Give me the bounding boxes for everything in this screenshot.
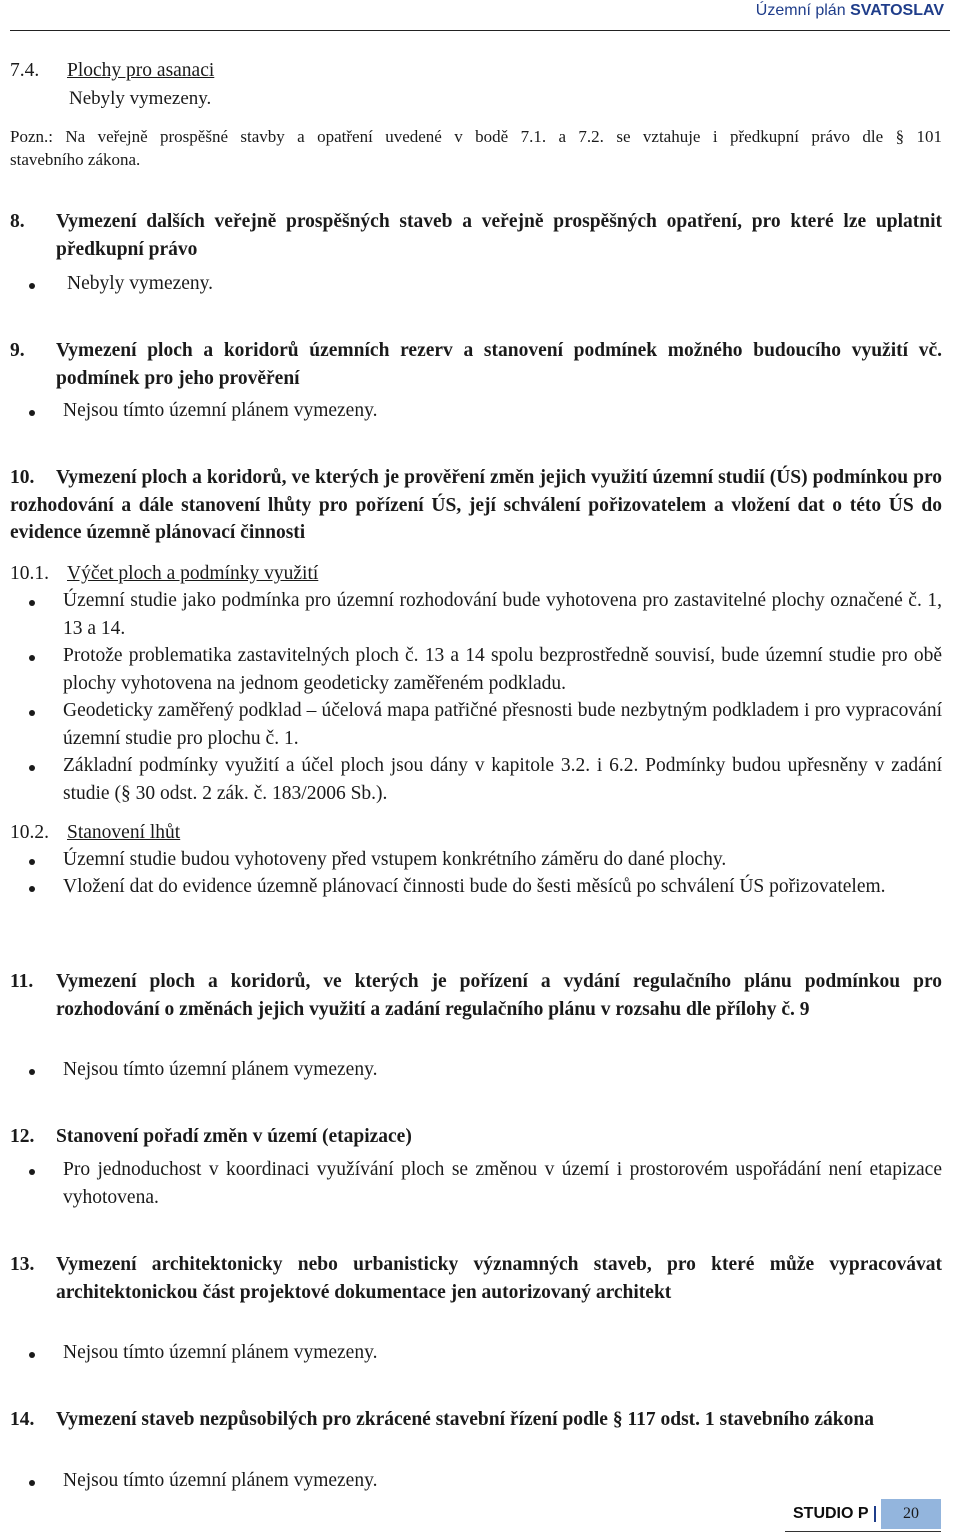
bullet-icon [29, 710, 35, 716]
note-line-1: Pozn.: Na veřejně prospěšné stavby a opatření uvedené v bodě 7.1. a 7.2. se vztahuje i předkupní právo dle § 101 [10, 127, 942, 146]
section-7-4-title: Plochy pro asanaci [67, 60, 215, 81]
section-10-1-item-4: Základní podmínky využití a účel ploch jsou dány v kapitole 3.2. i 6.2. Podmínky budou upřesněny v zadání studie (§ 30 odst. 2 zák. č. 183/2006 Sb.). [63, 755, 942, 804]
section-10-2-title: Stanovení lhůt [67, 822, 181, 843]
section-14-item: Nejsou tímto územní plánem vymezeny. [63, 1470, 378, 1491]
bullet-icon [29, 1352, 35, 1358]
footer-studio-label: STUDIO P [793, 1505, 869, 1522]
footer-divider [785, 1531, 941, 1532]
section-10-2-item-2: Vložení dat do evidence územně plánovací činnosti bude do šesti měsíců po schválení ÚS pořizovatelem. [63, 876, 886, 897]
section-13-title: Vymezení architektonicky nebo urbanisticky významných staveb, pro které může vypracovávat architektonickou část projektové dokumentace jen autorizovaný architekt [56, 1254, 942, 1303]
section-12-item: Pro jednoduchost v koordinaci využívání ploch se změnou v území i prostorovém uspořádání není etapizace vyhotovena. [63, 1159, 942, 1208]
section-10-1-number: 10.1. [10, 563, 49, 584]
section-10-1-item-2: Protože problematika zastavitelných ploch č. 13 a 14 spolu bezprostředně souvisí, bude územní studie pro obě plochy vyhotovena na jednom geodeticky zaměřeném podkladu. [63, 645, 942, 694]
section-8-number: 8. [10, 211, 25, 232]
bullet-icon [29, 655, 35, 661]
section-10-2-number: 10.2. [10, 822, 49, 843]
section-10-number: 10. [10, 467, 35, 488]
section-11-item: Nejsou tímto územní plánem vymezeny. [63, 1059, 378, 1080]
bullet-icon [29, 859, 35, 865]
section-12-number: 12. [10, 1126, 35, 1147]
section-14-title: Vymezení staveb nezpůsobilých pro zkrácené stavební řízení podle § 117 odst. 1 stavebního zákona [56, 1409, 874, 1430]
section-13-item: Nejsou tímto územní plánem vymezeny. [63, 1342, 378, 1363]
section-10-2-item-1: Územní studie budou vyhotoveny před vstupem konkrétního záměru do dané plochy. [63, 849, 727, 870]
note-line-2: stavebního zákona. [10, 150, 141, 169]
section-11-title: Vymezení ploch a koridorů, ve kterých je pořízení a vydání regulačního plánu podmínkou pro rozhodování o změnách jejich využití a zadání regulačního plánu v rozsahu dle přílohy č. 9 [56, 971, 942, 1020]
section-8-item: Nebyly vymezeny. [67, 273, 214, 294]
header-doc-title: Územní plán [755, 2, 846, 19]
section-11-number: 11. [10, 971, 34, 992]
page-header [756, 2, 944, 20]
section-8-title: Vymezení dalších veřejně prospěšných staveb a veřejně prospěšných opatření, pro které lze uplatnit předkupní právo [56, 211, 942, 260]
section-9-title: Vymezení ploch a koridorů územních rezerv a stanovení podmínek možného budoucího využití vč. podmínek pro jeho prověření [56, 340, 942, 389]
footer-separator [874, 1506, 876, 1522]
bullet-icon [29, 765, 35, 771]
bullet-icon [29, 410, 35, 416]
section-13-number: 13. [10, 1254, 35, 1275]
section-9-item: Nejsou tímto územní plánem vymezeny. [63, 400, 378, 421]
section-10-1-item-3: Geodeticky zaměřený podklad – účelová mapa patřičné přesnosti bude nezbytným podkladem i pro vypracování územní studie pro plochu č. 1. [63, 700, 942, 749]
section-14-number: 14. [10, 1409, 35, 1430]
bullet-icon [29, 886, 35, 892]
section-9-number: 9. [10, 340, 25, 361]
section-7-4-number: 7.4. [10, 60, 40, 81]
section-7-4-text: Nebyly vymezeny. [69, 88, 212, 109]
bullet-icon [29, 1480, 35, 1486]
section-12-title: Stanovení pořadí změn v území (etapizace) [56, 1126, 412, 1147]
bullet-icon [29, 1169, 35, 1175]
header-divider [10, 30, 950, 31]
section-10-1-title: Výčet ploch a podmínky využití [67, 563, 319, 584]
section-10-title: Vymezení ploch a koridorů, ve kterých je prověření změn jejich využití územní studií (ÚS) podmínkou pro rozhodování a dále stanovení lhůty pro pořízení ÚS, její schválení pořizovatelem a vložení dat o této ÚS do evidence územně plánovací činnosti [10, 467, 942, 543]
header-municipality: SVATOSLAV [850, 2, 944, 19]
bullet-icon [29, 283, 35, 289]
section-10-1-item-1: Územní studie jako podmínka pro územní rozhodování bude vyhotovena pro zastavitelné plochy označené č. 1, 13 a 14. [63, 590, 942, 639]
bullet-icon [29, 600, 35, 606]
page-number: 20 [881, 1499, 941, 1529]
bullet-icon [29, 1069, 35, 1075]
